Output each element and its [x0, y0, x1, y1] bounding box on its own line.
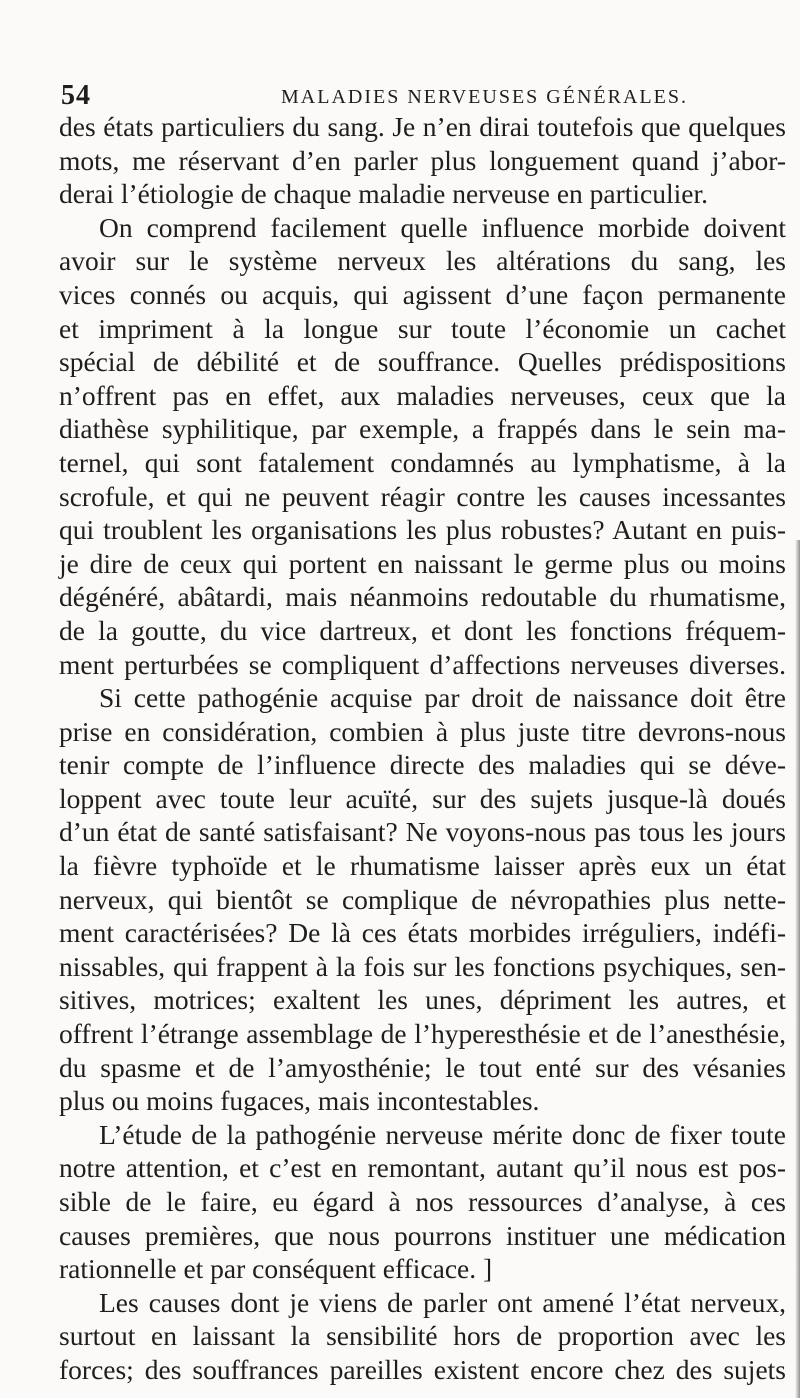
text-line: nerveux, qui bientôt se complique de névropathies plus nette- — [59, 883, 786, 915]
text-line: et impriment à la longue sur toute l’économie un cachet — [59, 312, 786, 344]
text-line: surtout en laissant la sensibilité hors de proportion avec les — [59, 1320, 786, 1352]
page-header — [61, 80, 761, 114]
text-line: L’étude de la pathogénie nerveuse mérite donc de fixer toute — [99, 1118, 786, 1150]
text-line: Si cette pathogénie acquise par droit de naissance doit être — [99, 682, 786, 714]
text-line: sitives, motrices; exaltent les unes, dépriment les autres, et — [59, 984, 786, 1016]
text-line: loppent avec toute leur acuïté, sur des sujets jusque-là doués — [59, 782, 786, 814]
text-line: Les causes dont je viens de parler ont amené l’état nerveux, — [99, 1286, 786, 1318]
text-line: diathèse syphilitique, par exemple, a frappés dans le sein ma- — [59, 413, 786, 445]
text-line: n’offrent pas en effet, aux maladies nerveuses, ceux que la — [59, 379, 786, 411]
body-text — [59, 110, 786, 1387]
text-line: plus ou moins fugaces, mais incontestables. — [59, 1085, 540, 1117]
text-line: sible de le faire, eu égard à nos ressources d’analyse, à ces — [59, 1186, 786, 1217]
text-line: mots, me réservant d’en parler plus longuement quand j’abor- — [59, 144, 786, 176]
text-line: de la goutte, du vice dartreux, et dont les fonctions fréquem- — [59, 614, 786, 646]
text-line: rationnelle et par conséquent efficace. ] — [59, 1253, 493, 1285]
text-line: derai l’étiologie de chaque maladie nerveuse en particulier. — [59, 178, 709, 210]
text-line: offrent l’étrange assemblage de l’hyperesthésie et de l’anesthésie, — [59, 1018, 786, 1050]
text-line: causes premières, que nous pourrons instituer une médication — [59, 1219, 786, 1251]
text-line: qui troublent les organisations les plus robustes? Autant en puis- — [59, 514, 786, 546]
text-line: vices connés ou acquis, qui agissent d’une façon permanente — [59, 278, 786, 310]
text-line: la fièvre typhoïde et le rhumatisme laisser après eux un état — [59, 850, 786, 882]
text-line: scrofule, et qui ne peuvent réagir contre les causes incessantes — [59, 480, 786, 512]
text-line: notre attention, et c’est en remontant, autant qu’il nous est pos- — [59, 1152, 786, 1184]
text-line: On comprend facilement quelle influence morbide doivent — [99, 211, 786, 243]
scan-shadow-edge — [795, 540, 800, 1398]
text-line: ternel, qui sont fatalement condamnés au lymphatisme, à la — [59, 446, 786, 478]
text-line: ment perturbées se compliquent d’affections nerveuses diverses. — [59, 648, 786, 680]
running-title: MALADIES NERVEUSES GÉNÉRALES. — [281, 86, 688, 108]
text-line: nissables, qui frappent à la fois sur les fonctions psychiques, sen- — [59, 950, 786, 982]
text-line: prise en considération, combien à plus juste titre devrons-nous — [59, 715, 786, 747]
text-line: ment caractérisées? De là ces états morbides irréguliers, indéfi- — [59, 917, 786, 949]
text-line: des états particuliers du sang. Je n’en dirai toutefois que quelques — [59, 111, 786, 142]
text-line: avoir sur le système nerveux les altérations du sang, les — [59, 245, 786, 277]
text-line: d’un état de santé satisfaisant? Ne voyons-nous pas tous les jours — [59, 816, 786, 848]
text-line: tenir compte de l’influence directe des maladies qui se déve- — [59, 749, 786, 781]
text-line: spécial de débilité et de souffrance. Quelles prédispositions — [59, 346, 786, 378]
text-line: je dire de ceux qui portent en naissant le germe plus ou moins — [59, 547, 786, 579]
text-line: dégénéré, abâtardi, mais néanmoins redoutable du rhumatisme, — [59, 581, 786, 613]
text-line: forces; des souffrances pareilles existent encore chez des sujets — [59, 1353, 786, 1385]
page-number: 54 — [61, 80, 91, 111]
text-line: du spasme et de l’amyosthénie; le tout enté sur des vésanies — [59, 1051, 786, 1083]
